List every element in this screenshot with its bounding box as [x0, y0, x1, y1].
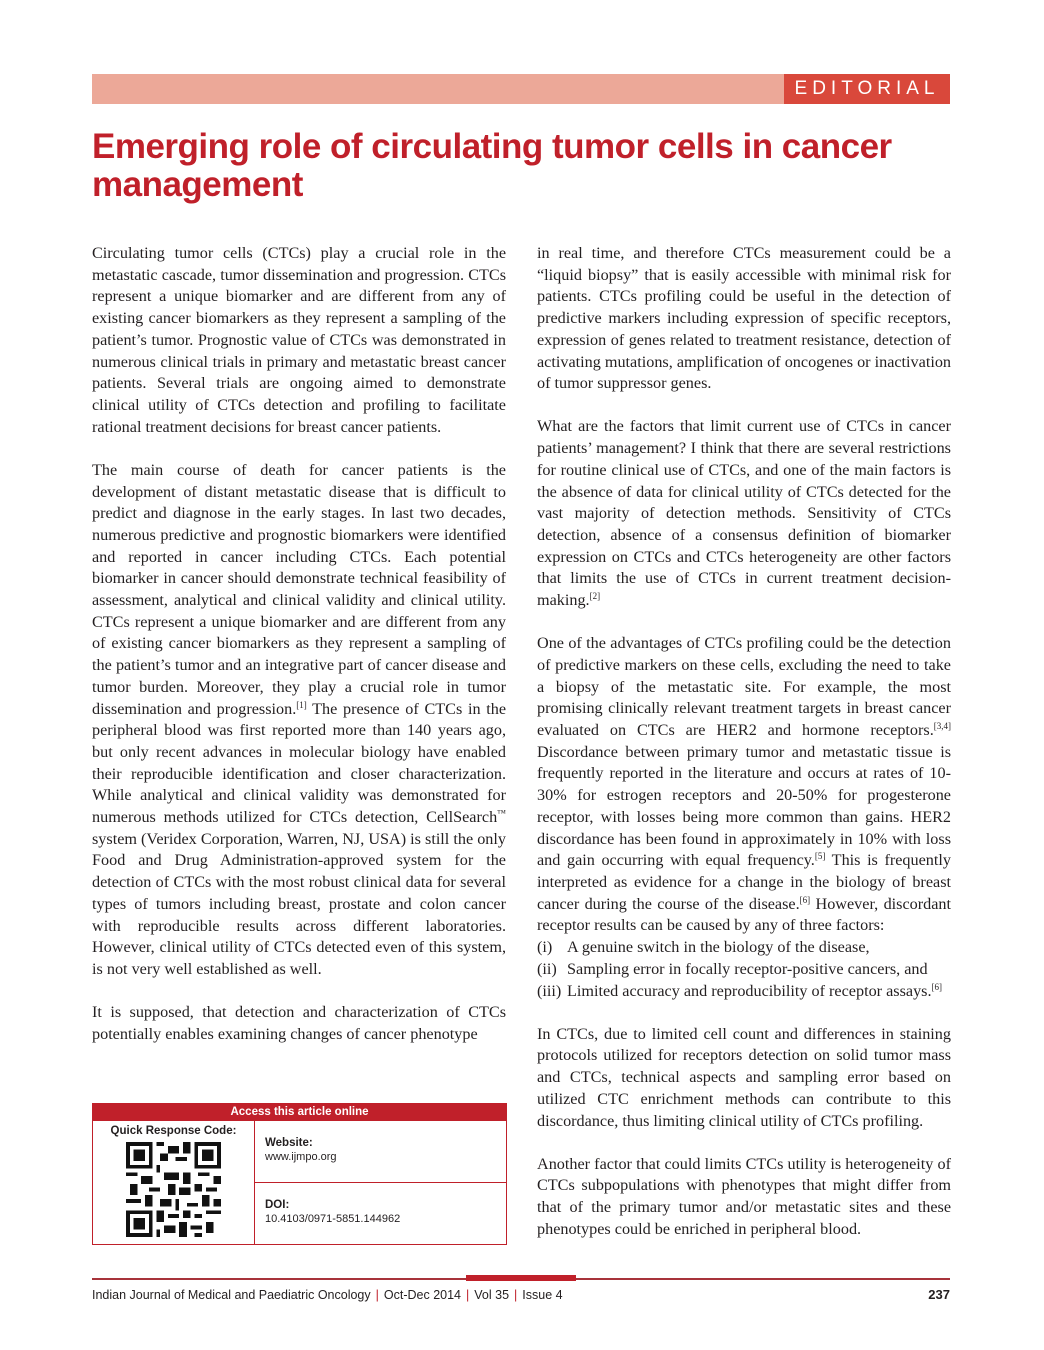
qr-cell — [93, 1121, 255, 1244]
left-column — [92, 243, 506, 1046]
citation-ref[interactable]: [3,4] — [933, 721, 951, 732]
page-number: 237 — [928, 1287, 950, 1302]
factor-list — [537, 937, 951, 1002]
citation-ref[interactable]: [6] — [931, 981, 943, 992]
issue: Issue 4 — [522, 1288, 563, 1302]
section-header-bar — [92, 74, 950, 104]
qr-code-icon[interactable] — [126, 1142, 221, 1237]
qr-label: Quick Response Code: — [110, 1125, 237, 1137]
paragraph: It is supposed, that detection and characterization of CTCs potentially enables examining changes of cancer phenotype — [92, 1003, 506, 1043]
access-article-box — [92, 1103, 507, 1245]
right-column — [537, 243, 951, 1241]
paragraph: What are the factors that limit current use of CTCs in cancer patients’ management? I think that there are several restrictions for routine clinical use of CTCs, and one of the main factors is the absence of data for clinical utility of CTCs detected for the vast majority of detection methods. Sensitivity of CTCs detection, absence of a consensus definition of biomarker expression on CTCs and CTCs heterogeneity are other factors that limits the use of CTCs in current treatment decision-making.[2] — [537, 417, 951, 610]
citation-ref[interactable]: [1] — [296, 699, 307, 710]
journal-name: Indian Journal of Medical and Paediatric Oncology — [92, 1288, 371, 1302]
citation-ref[interactable]: [5] — [814, 851, 826, 862]
doi-row — [255, 1182, 506, 1244]
citation-ref[interactable]: [2] — [589, 591, 601, 602]
article-title: Emerging role of circulating tumor cells in cancer management — [92, 127, 892, 204]
access-box-heading: Access this article online — [93, 1104, 506, 1121]
paragraph: Circulating tumor cells (CTCs) play a crucial role in the metastatic cascade, tumor dissemination and progression. CTCs represent a unique biomarker and are different from any of existing cancer biomarkers as they represent a sampling of the patient’s tumor. Prognostic value of CTCs was demonstrated in numerous clinical trials in primary and metastatic breast cancer patients. Several trials are ongoing aimed to demonstrate clinical utility of CTCs detection and profiling to facilitate rational treatment decisions for breast cancer patients. — [92, 244, 506, 436]
list-item: (ii) Sampling error in focally receptor-positive cancers, and — [537, 959, 928, 978]
paragraph: The main course of death for cancer patients is the development of distant metastatic disease that is difficult to predict and diagnose in the early stages. In last two decades, numerous predictive and prognostic biomarkers were identified and reported in cancer including CTCs. Each potential biomarker in cancer should demonstrate technical feasibility of assessment, analytical and clinical validity and clinical utility. CTCs represent a unique biomarker and are different from any of existing cancer biomarkers as they represent a sampling of the patient’s tumor and an integrative part of cancer disease and tumor burden. Moreover, they play a crucial role in tumor dissemination and progression.[1] The presence of CTCs in the peripheral blood was first reported more than 140 years ago, but only recent advances in molecular biology have enabled their reproducible identification and closer characterization. While analytical and clinical validity was demonstrated for numerous methods utilized for CTCs detection, CellSearch™ system (Veridex Corporation, Warren, NJ, USA) is still the only Food and Drug Administration-approved system for the detection of CTCs with the most robust clinical data for several types of tumors including breast, prostate and colon cancer with reproducible results across different laboratories. However, clinical utility of CTCs detected even of this system, is not very well established as well. — [92, 460, 506, 978]
doi-label: DOI: — [265, 1199, 290, 1211]
section-tag: EDITORIAL — [784, 74, 950, 104]
volume: Vol 35 — [474, 1288, 510, 1302]
list-item: (i) A genuine switch in the biology of the disease, — [537, 938, 870, 957]
paragraph: In CTCs, due to limited cell count and differences in staining protocols utilized for receptors detection on solid tumor mass and CTCs, technical aspects and sampling error based on utilized CTC enrichment methods can contribute to this discordance, thus limiting clinical utility of CTCs profiling. — [537, 1024, 951, 1130]
website-label: Website: — [265, 1137, 313, 1149]
list-item: (iii) Limited accuracy and reproducibility of receptor assays.[6] — [537, 981, 943, 1000]
paragraph: One of the advantages of CTCs profiling could be the detection of predictive markers on these cells, excluding the need to take a biopsy of the metastatic site. For example, the most promising clinically relevant treatment targets in breast cancer evaluated on CTCs are HER2 and hormone receptors.[3,4] Discordance between primary tumor and metastatic tissue is frequently reported in the literature and occurs at rates of 10-30% for estrogen receptors and 20-50% for progesterone receptor, with losses being more common than gains. HER2 discordance has been found in approximately in 10% with loss and gain occurring with equal frequency.[5] This is frequently interpreted as evidence for a change in the biology of breast cancer during the course of the disease.[6] However, discordant receptor results can be caused by any of three factors: — [537, 634, 952, 935]
website-row — [255, 1121, 506, 1182]
footer-citation: Indian Journal of Medical and Paediatric Oncology | Oct-Dec 2014 | Vol 35 | Issue 4 — [92, 1288, 563, 1302]
paragraph: Another factor that could limits CTCs utility is heterogeneity of CTCs subpopulations with phenotypes that might differ from that of the primary tumor and/or metastatic sites and these phenotypes could be enriched in peripheral blood. — [537, 1154, 951, 1238]
issue-date: Oct-Dec 2014 — [383, 1288, 462, 1302]
citation-ref[interactable]: [6] — [799, 894, 811, 905]
doi-link[interactable]: 10.4103/0971-5851.144962 — [265, 1213, 401, 1225]
website-link[interactable]: www.ijmpo.org — [265, 1151, 337, 1163]
paragraph: in real time, and therefore CTCs measurement could be a “liquid biopsy” that is easily accessible with minimal risk for patients. CTCs profiling could be useful in the detection of predictive markers including expression of specific receptors, expression of genes related to treatment resistance, detection of activating mutations, amplification of oncogenes or inactivation of tumor suppressor genes. — [537, 244, 952, 393]
footer-accent — [466, 1275, 576, 1281]
trademark-symbol: ™ — [497, 808, 506, 819]
